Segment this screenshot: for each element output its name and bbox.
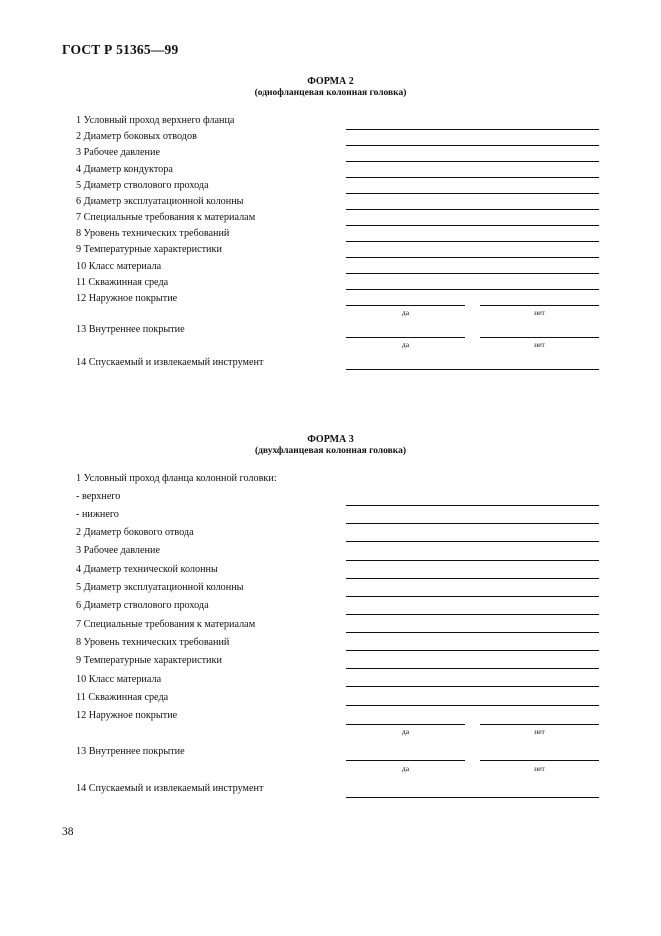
form3-inner-coating-yes-label: да [401, 764, 410, 773]
form3-outer-coating-no-field[interactable] [480, 724, 599, 725]
form2-item-9: 9 Температурные характеристики [76, 244, 222, 255]
form3-field-2[interactable] [346, 541, 599, 542]
form2-field-4[interactable] [346, 177, 599, 178]
form3-item-10: 10 Класс материала [76, 674, 162, 685]
form3-item-3: 3 Рабочее давление [76, 545, 160, 556]
form3-field-9[interactable] [346, 668, 599, 669]
form2-outer-coating-yes-label: да [401, 308, 410, 317]
form3-item-5: 5 Диаметр эксплуатационной колонны [76, 582, 244, 593]
form3-field-4[interactable] [346, 578, 599, 579]
form2-field-7[interactable] [346, 225, 599, 226]
form3-field-6[interactable] [346, 614, 599, 615]
form2-item-13: 13 Внутреннее покрытие [76, 324, 185, 335]
form2-field-1[interactable] [346, 129, 599, 130]
form2-field-11[interactable] [346, 289, 599, 290]
form2-inner-coating-no-label: нет [534, 340, 545, 349]
form3-field-14[interactable] [346, 797, 599, 798]
form2-inner-coating-no-field[interactable] [480, 337, 599, 338]
form3-item-1-lower: - нижнего [76, 509, 119, 520]
form3-item-14: 14 Спускаемый и извлекаемый инструмент [76, 783, 264, 794]
form3-item-11: 11 Скважинная среда [76, 692, 169, 703]
form2-item-14: 14 Спускаемый и извлекаемый инструмент [76, 357, 264, 368]
form3-item-4: 4 Диаметр технической колонны [76, 564, 218, 575]
form2-title: ФОРМА 2 [307, 76, 354, 87]
form3-field-7[interactable] [346, 632, 599, 633]
form2-item-6: 6 Диаметр эксплуатационной колонны [76, 196, 244, 207]
form2-field-3[interactable] [346, 161, 599, 162]
form3-field-lower[interactable] [346, 523, 599, 524]
form3-item-1-upper: - верхнего [76, 491, 121, 502]
form3-item-2: 2 Диаметр бокового отвода [76, 527, 194, 538]
form3-field-3[interactable] [346, 560, 599, 561]
form3-inner-coating-no-label: нет [534, 764, 545, 773]
document-header: ГОСТ Р 51365—99 [62, 42, 179, 57]
form2-field-10[interactable] [346, 273, 599, 274]
form2-item-1: 1 Условный проход верхнего фланца [76, 115, 235, 126]
form3-field-5[interactable] [346, 596, 599, 597]
form2-inner-coating-yes-field[interactable] [346, 337, 465, 338]
form3-field-11[interactable] [346, 705, 599, 706]
form3-item-1: 1 Условный проход фланца колонной головки: [76, 473, 277, 484]
form2-item-7: 7 Специальные требования к материалам [76, 212, 256, 223]
form2-outer-coating-yes-field[interactable] [346, 305, 465, 306]
form3-outer-coating-yes-label: да [401, 727, 410, 736]
form2-inner-coating-yes-label: да [401, 340, 410, 349]
form3-item-9: 9 Температурные характеристики [76, 655, 222, 666]
form2-item-3: 3 Рабочее давление [76, 147, 160, 158]
form3-item-13: 13 Внутреннее покрытие [76, 746, 185, 757]
form2-item-8: 8 Уровень технических требований [76, 228, 230, 239]
form2-item-10: 10 Класс материала [76, 261, 162, 272]
form2-field-2[interactable] [346, 145, 599, 146]
form3-inner-coating-yes-field[interactable] [346, 760, 465, 761]
form2-item-12: 12 Наружное покрытие [76, 293, 178, 304]
form2-field-9[interactable] [346, 257, 599, 258]
form2-field-6[interactable] [346, 209, 599, 210]
form2-subtitle: (однофланцевая колонная головка) [254, 88, 407, 98]
form2-item-4: 4 Диаметр кондуктора [76, 164, 173, 175]
form2-field-8[interactable] [346, 241, 599, 242]
form3-field-10[interactable] [346, 686, 599, 687]
form3-field-8[interactable] [346, 650, 599, 651]
form2-outer-coating-no-label: нет [534, 308, 545, 317]
form2-item-5: 5 Диаметр стволового прохода [76, 180, 209, 191]
form3-item-6: 6 Диаметр стволового прохода [76, 600, 209, 611]
form2-outer-coating-no-field[interactable] [480, 305, 599, 306]
form3-item-7: 7 Специальные требования к материалам [76, 619, 256, 630]
form2-field-14[interactable] [346, 369, 599, 370]
form3-field-upper[interactable] [346, 505, 599, 506]
form2-item-11: 11 Скважинная среда [76, 277, 169, 288]
form3-item-12: 12 Наружное покрытие [76, 710, 178, 721]
form3-subtitle: (двухфланцевая колонная головка) [254, 446, 407, 456]
form3-outer-coating-no-label: нет [534, 727, 545, 736]
form2-item-2: 2 Диаметр боковых отводов [76, 131, 197, 142]
form3-outer-coating-yes-field[interactable] [346, 724, 465, 725]
form3-title: ФОРМА 3 [307, 434, 354, 445]
form3-item-8: 8 Уровень технических требований [76, 637, 230, 648]
form2-field-5[interactable] [346, 193, 599, 194]
page-number: 38 [62, 826, 74, 838]
form3-inner-coating-no-field[interactable] [480, 760, 599, 761]
